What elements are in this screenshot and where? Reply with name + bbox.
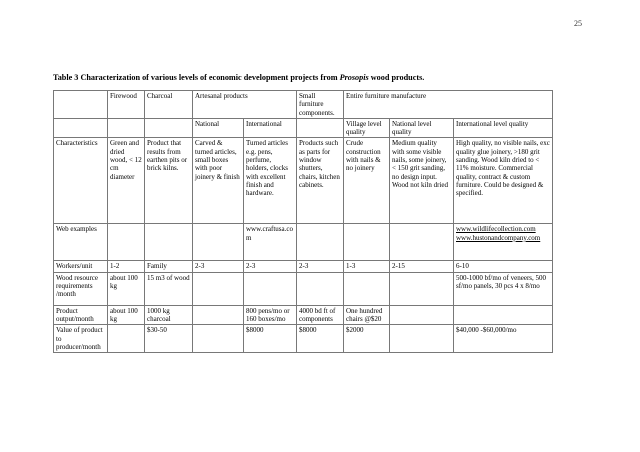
table-cell: Green and dried wood, < 12 cm diameter — [108, 138, 145, 224]
table-cell: $30-50 — [145, 325, 193, 353]
table-cell: $8000 — [244, 325, 297, 353]
table-title-suffix: wood products. — [368, 73, 425, 82]
table-cell: Medium quality with some visible nails, some joinery, < 150 grit sanding, no design input. Wood not kiln dried — [390, 138, 454, 224]
header-international: International — [244, 118, 297, 138]
header-empty-cell — [54, 91, 108, 119]
table-cell: 2-3 — [193, 261, 244, 272]
table-cell — [193, 272, 244, 305]
table-cell — [108, 224, 145, 261]
table-cell: 1-2 — [108, 261, 145, 272]
header-national: National — [193, 118, 244, 138]
hustonandcompany-link[interactable]: www.hustonandcompany.com — [456, 233, 541, 242]
table-title — [53, 73, 424, 82]
table-cell — [454, 305, 553, 325]
header-row-1 — [54, 91, 553, 119]
header-empty-cell — [145, 118, 193, 138]
table-cell: 2-3 — [244, 261, 297, 272]
table-cell: 6-10 — [454, 261, 553, 272]
table-cell: about 100 kg — [108, 272, 145, 305]
header-small-furniture-components: Small furniture components. — [297, 91, 344, 119]
table-cell: 1-3 — [344, 261, 390, 272]
table-cell: 1000 kg charcoal — [145, 305, 193, 325]
table-cell: 2-3 — [297, 261, 344, 272]
header-entire-furniture-manufacture: Entire furniture manufacture — [344, 91, 553, 119]
table-cell: Product that results from earthen pits or brick kilns. — [145, 138, 193, 224]
wildlifecollection-link[interactable]: www.wildlifecollection.com — [456, 225, 536, 234]
header-charcoal: Charcoal — [145, 91, 193, 119]
table-cell — [297, 272, 344, 305]
table-cell — [344, 224, 390, 261]
table-cell: 2-15 — [390, 261, 454, 272]
row-label: Characteristics — [54, 138, 108, 224]
table-cell — [297, 224, 344, 261]
table-cell: Turned articles e.g. pens, perfume, holders, clocks with excellent finish and hardware. — [244, 138, 297, 224]
table-title-prefix: Table 3 Characterization of various levels of economic development projects from — [53, 73, 340, 82]
table-cell: One hundred chairs @$20 — [344, 305, 390, 325]
table-cell — [390, 272, 454, 305]
table-cell — [193, 325, 244, 353]
header-row-2 — [54, 118, 553, 138]
table-cell — [193, 224, 244, 261]
header-firewood: Firewood — [108, 91, 145, 119]
table-cell: $40,000 -$60,000/mo — [454, 325, 553, 353]
row-label: Product output/month — [54, 305, 108, 325]
table-row-wood-resource-requirements — [54, 272, 553, 305]
header-international-level-quality: International level quality — [454, 118, 553, 138]
table-cell: $8000 — [297, 325, 344, 353]
table-cell-craftusa-link[interactable]: www.craftusa.com — [244, 224, 297, 261]
table-row-product-output — [54, 305, 553, 325]
table-cell — [145, 224, 193, 261]
table-cell — [390, 305, 454, 325]
table-cell: 15 m3 of wood — [145, 272, 193, 305]
table-row-characteristics — [54, 138, 553, 224]
table-cell: $2000 — [344, 325, 390, 353]
header-village-level-quality: Village level quality — [344, 118, 390, 138]
row-label: Value of product to producer/month — [54, 325, 108, 353]
table-cell — [244, 272, 297, 305]
table-cell — [390, 224, 454, 261]
table-cell: Family — [145, 261, 193, 272]
table-cell — [193, 305, 244, 325]
prosopis-projects-table — [53, 90, 553, 353]
header-empty-cell — [108, 118, 145, 138]
table-cell — [344, 272, 390, 305]
header-empty-cell — [297, 118, 344, 138]
row-label: Wood resource requirements /month — [54, 272, 108, 305]
table-cell: 800 pens/mo or 160 boxes/mo — [244, 305, 297, 325]
table-cell — [390, 325, 454, 353]
table-cell: 500-1000 bf/mo of veneers, 500 sf/mo panels, 30 pcs 4 x 8/mo — [454, 272, 553, 305]
row-label: Workers/unit — [54, 261, 108, 272]
header-empty-cell — [54, 118, 108, 138]
species-name: Prosopis — [339, 73, 369, 82]
table-cell: Products such as parts for window shutters, chairs, kitchen cabinets. — [297, 138, 344, 224]
table-cell: Carved & turned articles, small boxes with poor joinery & finish — [193, 138, 244, 224]
table-row-web-examples — [54, 224, 553, 261]
table-cell: Crude construction with nails & no joinery — [344, 138, 390, 224]
table-row-workers-unit — [54, 261, 553, 272]
table-cell: about 100 kg — [108, 305, 145, 325]
header-national-level-quality: National level quality — [390, 118, 454, 138]
table-cell — [108, 325, 145, 353]
table-cell: High quality, no visible nails, exc quality glue joinery, >180 grit sanding. Wood kiln dried to < 11% moisture. Commercial quality, contract & custom furniture. Could be designed & specified. — [454, 138, 553, 224]
header-artesanal-products: Artesanal products — [193, 91, 297, 119]
table-cell-web-links — [454, 224, 553, 261]
table-row-value-of-product — [54, 325, 553, 353]
table-cell: 4000 bd ft of components — [297, 305, 344, 325]
row-label: Web examples — [54, 224, 108, 261]
page-number: 25 — [574, 19, 582, 28]
